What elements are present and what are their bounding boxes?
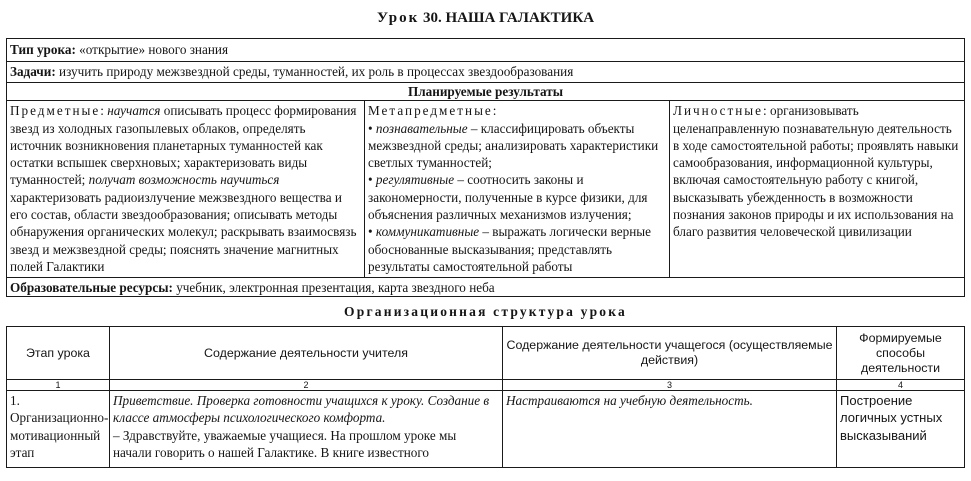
lesson-info-table — [6, 38, 965, 297]
meta-item-cognitive-label: познавательные — [375, 120, 468, 136]
teacher-activity-cell — [110, 391, 503, 468]
teacher-activity-italic: Приветствие. Проверка готовности учащихся к уроку. Создание в классе атмосферы психологического комфорта. — [113, 393, 490, 426]
lesson-type-cell — [7, 39, 965, 62]
header-student: Содержание деятельности учащегося (осуществляемые действия) — [503, 327, 837, 380]
teacher-activity-text: – Здравствуйте, уважаемые учащиеся. На прошлом уроке мы начали говорить о нашей Галактике. В книге известного — [113, 427, 457, 460]
lesson-title-number: 30. — [422, 10, 442, 26]
subject-heading: Предметные — [10, 103, 101, 119]
subject-opportunity-text: характеризовать радиоизлучение межзвездного вещества и его состав, области звездообразования; описывать методы обнаружения органических молекул; раскрывать взаимосвязь звезд и межзвездной среды; пояснять значение магнитных полей Галактики — [10, 189, 357, 274]
subject-will-learn-text: описывать процесс формирования звезд из холодных газопылевых облаков, определять источник возникновения планетарных туманностей как остатки вспышек сверхновых; характеризовать виды туманностей; — [10, 103, 357, 188]
student-activity-text: Настраиваются на учебную деятельность. — [506, 393, 753, 408]
header-teacher: Содержание деятельности учителя — [110, 327, 503, 380]
subject-results-cell: Предметные: научатся описывать процесс формирования звезд из холодных газопылевых облаков, определять источник возникновения планетарных туманностей как остатки вспышек сверхновых; характеризовать виды туманностей; получат возможность научиться характеризовать радиоизлучение межзвездного вещества и его состав, области звездообразования; описывать методы обнаружения органических молекул; раскрывать взаимосвязь звезд и межзвездной среды; пояснять значение магнитных полей Галактики — [7, 101, 365, 278]
stage-cell: 1. Организационно-мотивационный этап — [7, 391, 110, 468]
column-number: 4 — [837, 380, 965, 391]
meta-results-cell: Метапредметные: • познавательные – классифицировать объекты межзвездной среды; анализировать характеристики светлых туманностей; • регулятивные – соотносить законы и закономерности, полученные в курсе физики, для объяснения различных механизмов излучения; • коммуникативные – выражать логически верные обоснованные высказывания; представлять результаты самостоятельной работы — [365, 101, 670, 278]
planned-results-heading: Планируемые результаты — [7, 83, 965, 101]
column-number: 3 — [503, 380, 837, 391]
resources-cell — [7, 278, 965, 297]
lesson-title — [0, 10, 971, 27]
meta-item-regulatory-text: – соотносить законы и закономерности, полученные в курсе физики, для объяснения различных механизмов излучения; — [368, 172, 648, 223]
personal-text: организовывать целенаправленную познавательную деятельность в ходе самостоятельной работы; проявлять навыки самообразования, информационной культуры, включая самостоятельную работу с книгой, высказывать убежденность в возможности познания законов природы и их использования на благо развития человеческой цивилизации — [673, 103, 959, 240]
column-number: 1 — [7, 380, 110, 391]
lesson-title-prefix: Урок — [376, 10, 420, 26]
subject-will-learn: научатся — [107, 103, 161, 119]
tasks-label: Задачи: — [10, 64, 56, 80]
header-stage: Этап урока — [7, 327, 110, 380]
tasks-text: изучить природу межзвездной среды, туманностей, их роль в процессах звездообразования — [55, 64, 574, 80]
tasks-cell — [7, 62, 965, 83]
resources-label: Образовательные ресурсы: — [10, 279, 173, 295]
personal-heading: Личностные — [673, 103, 764, 119]
meta-item-communicative-label: коммуникативные — [375, 224, 480, 240]
lesson-title-name: НАША ГАЛАКТИКА — [445, 10, 595, 26]
subject-will-have-opportunity: получат возможность научиться — [88, 172, 280, 188]
resources-text: учебник, электронная презентация, карта звездного неба — [172, 279, 495, 295]
meta-heading: Метапредметные — [368, 103, 493, 119]
personal-results-cell: Личностные: организовывать целенаправленную познавательную деятельность в ходе самостоятельной работы; проявлять навыки самообразования, информационной культуры, включая самостоятельную работу с книгой, высказывать убежденность в возможности познания законов природы и их использования на благо развития человеческой цивилизации — [670, 101, 965, 278]
meta-item-regulatory-label: регулятивные — [375, 172, 455, 188]
meta-item-communicative-text: – выражать логически верные обоснованные высказывания; представлять результаты самостоятельной работы — [368, 224, 651, 274]
column-number: 2 — [110, 380, 503, 391]
lesson-type-text: «открытие» нового знания — [75, 42, 229, 58]
header-skills: Формируемые способы деятельности — [837, 327, 965, 380]
lesson-type-label: Тип урока: — [10, 42, 76, 58]
meta-item-cognitive-text: – классифицировать объекты межзвездной среды; анализировать характеристики светлых туманностей; — [368, 120, 659, 171]
org-structure-table — [6, 326, 965, 468]
student-activity-cell — [503, 391, 837, 468]
org-structure-title: Организационная структура урока — [344, 304, 627, 319]
skills-cell: Построение логичных устных высказываний — [837, 391, 965, 468]
